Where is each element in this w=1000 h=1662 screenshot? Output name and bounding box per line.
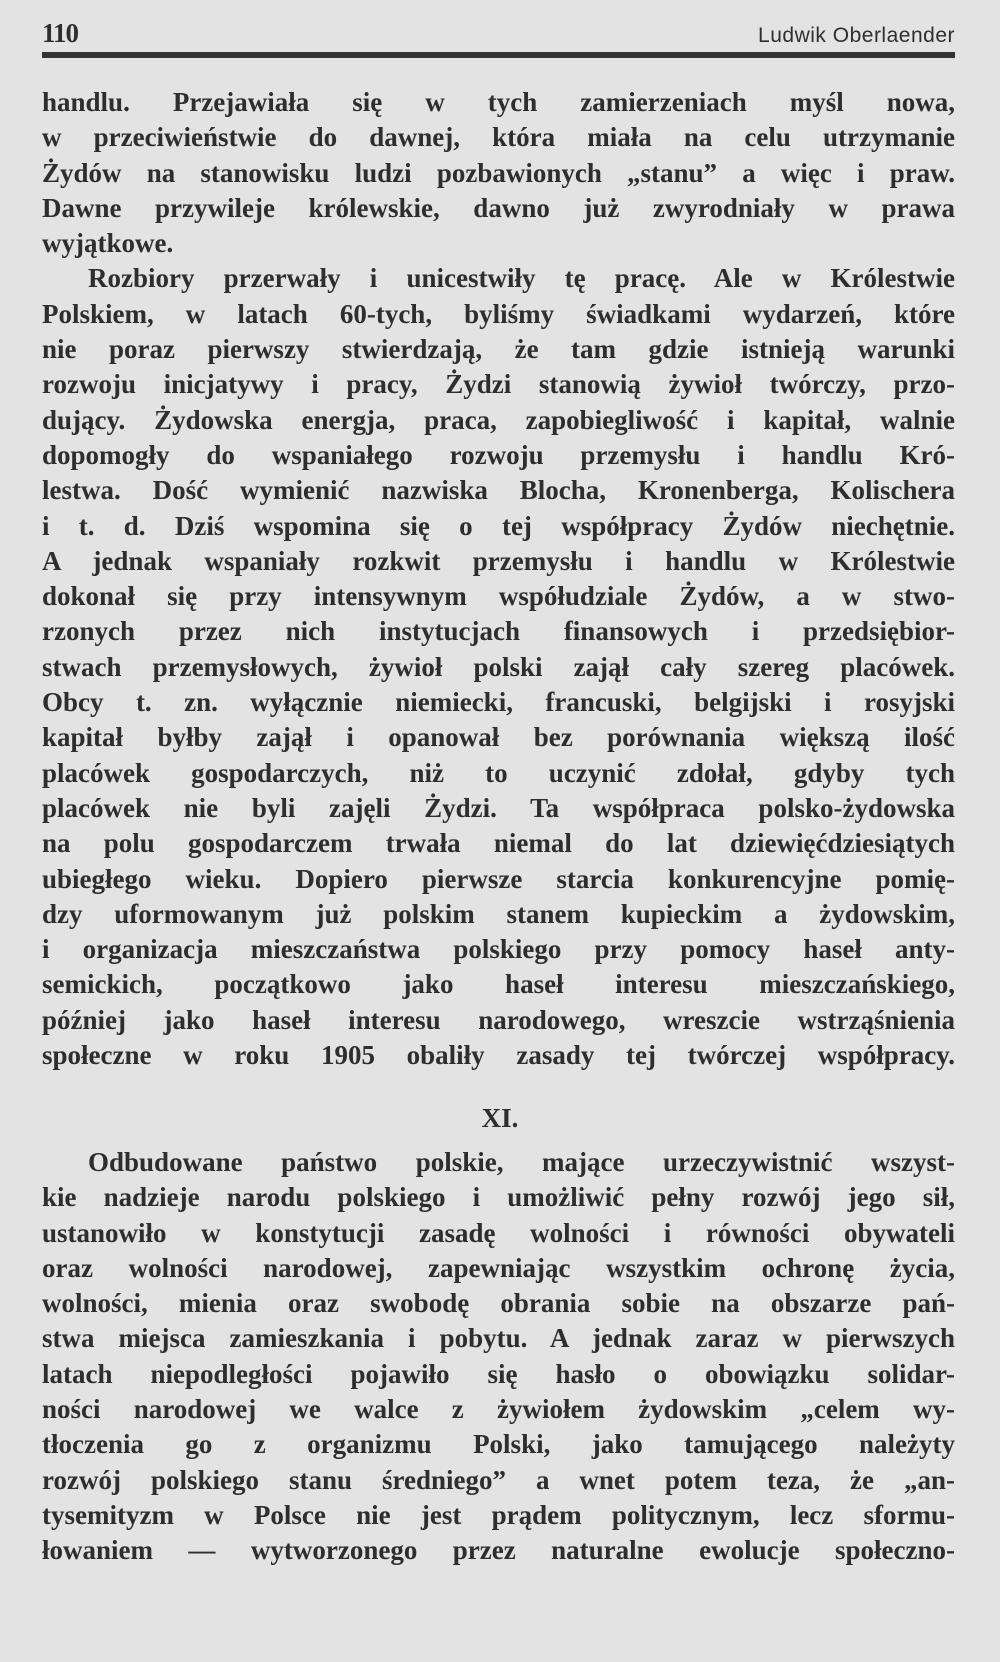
- page-number: 110: [42, 18, 79, 48]
- text-line: na polu gospodarczem trwała niemal do lat dziewięćdziesiątych: [42, 828, 955, 859]
- section-after: [42, 1145, 955, 1569]
- paragraph: [42, 1145, 955, 1569]
- text-line: Odbudowane państwo polskie, mające urzeczywistnić wszyst-: [88, 1147, 955, 1177]
- text-line: rozwoju inicjatywy i pracy, Żydzi stanowią żywioł twórczy, przo-: [42, 369, 955, 400]
- text-line: placówek gospodarczych, niż to uczynić zdołał, gdyby tych: [42, 757, 955, 788]
- text-line: tłoczenia go z organizmu Polski, jako tamującego należyty: [42, 1429, 955, 1460]
- text-line: dokonał się przy intensywnym współudziale Żydów, a w stwo-: [42, 581, 955, 612]
- text-line: ubiegłego wieku. Dopiero pierwsze starcia konkurencyjne pomię-: [42, 863, 955, 894]
- text-line: dzy uformowanym już polskim stanem kupieckim a żydowskim,: [42, 898, 955, 929]
- text-line: Rozbiory przerwały i unicestwiły tę pracę. Ale w Królestwie: [88, 263, 955, 294]
- text-line: ustanowiło w konstytucji zasadę wolności i równości obywateli: [42, 1217, 955, 1248]
- text-line: Obcy t. zn. wyłącznie niemiecki, francuski, belgijski i rosyjski: [42, 687, 955, 718]
- text-line: lestwa. Dość wymienić nazwiska Blocha, Kronenberga, Kolischera: [42, 475, 955, 506]
- text-line: i t. d. Dziś wspomina się o tej współpracy Żydów niechętnie.: [42, 510, 955, 541]
- section-heading: XI.: [481, 1103, 519, 1133]
- text-line: Dawne przywileje królewskie, dawno już zwyrodniały w prawa: [42, 192, 955, 223]
- text-line: oraz wolności narodowej, zapewniając wszystkim ochronę życia,: [42, 1252, 955, 1283]
- text-line: łowaniem — wytworzonego przez naturalne ewolucje społeczno-: [42, 1535, 955, 1566]
- text-line: dujący. Żydowska energja, praca, zapobiegliwość i kapitał, walnie: [42, 404, 955, 435]
- text-line: tysemityzm w Polsce nie jest prądem politycznym, lecz sformu-: [42, 1499, 955, 1530]
- text-line: placówek nie byli zajęli Żydzi. Ta współpraca polsko-żydowska: [42, 792, 955, 823]
- text-line: rozwój polskiego stanu średniego” a wnet potem teza, że „an-: [42, 1464, 955, 1495]
- page-header: [42, 18, 955, 52]
- text-line: ności narodowej we walce z żywiołem żydowskim „celem wy-: [42, 1394, 955, 1425]
- section-before: [42, 85, 955, 1073]
- text-line: stwach przemysłowych, żywioł polski zajął cały szereg placówek.: [42, 651, 955, 682]
- text-line: i organizacja mieszczaństwa polskiego przy pomocy haseł anty-: [42, 934, 955, 965]
- text-line: wyjątkowe.: [42, 228, 174, 259]
- text-line: wolności, mienia oraz swobodę obrania sobie na obszarze pań-: [42, 1288, 955, 1319]
- text-line: stwa miejsca zamieszkania i pobytu. A jednak zaraz w pierwszych: [42, 1323, 955, 1354]
- text-line: semickich, początkowo jako haseł interesu mieszczańskiego,: [42, 969, 955, 1000]
- header-rule: [42, 52, 955, 58]
- text-line: latach niepodległości pojawiło się hasło o obowiązku solidar-: [42, 1358, 955, 1389]
- text-line: później jako haseł interesu narodowego, wreszcie wstrząśnienia: [42, 1004, 955, 1035]
- paragraph: [42, 85, 955, 261]
- text-line: handlu. Przejawiała się w tych zamierzeniach myśl nowa,: [42, 87, 955, 117]
- paragraph: [42, 261, 955, 1073]
- text-line: w przeciwieństwie do dawnej, która miała na celu utrzymanie: [42, 122, 955, 153]
- text-line: dopomogły do wspaniałego rozwoju przemysłu i handlu Kró-: [42, 439, 955, 470]
- text-line: rzonych przez nich instytucjach finansowych i przedsiębior-: [42, 616, 955, 647]
- text-line: Polskiem, w latach 60-tych, byliśmy świadkami wydarzeń, które: [42, 298, 955, 329]
- text-line: kapitał byłby zajął i opanował bez porównania większą ilość: [42, 722, 955, 753]
- text-line: A jednak wspaniały rozkwit przemysłu i handlu w Królestwie: [42, 545, 955, 576]
- text-line: Żydów na stanowisku ludzi pozbawionych „stanu” a więc i praw.: [42, 157, 955, 188]
- text-line: społeczne w roku 1905 obaliły zasady tej twórczej współpracy.: [42, 1040, 955, 1071]
- text-line: kie nadzieje narodu polskiego i umożliwić pełny rozwój jego sił,: [42, 1182, 955, 1213]
- running-title: Ludwik Oberlaender: [758, 24, 955, 47]
- text-line: nie poraz pierwszy stwierdzają, że tam gdzie istnieją warunki: [42, 334, 955, 365]
